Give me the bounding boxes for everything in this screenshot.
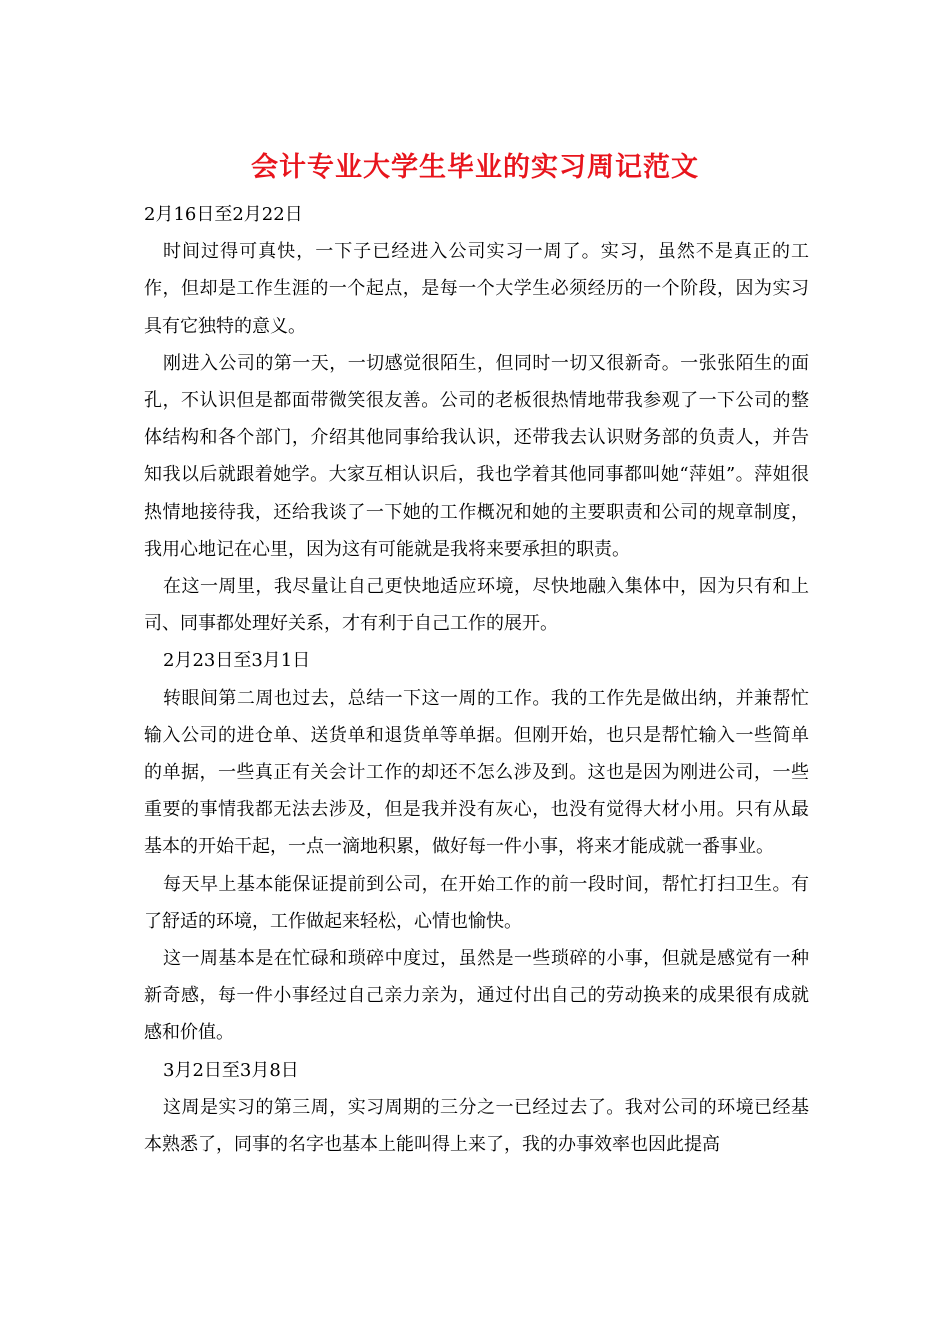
paragraph: 时间过得可真快，一下子已经进入公司实习一周了。实习，虽然不是真正的工作，但却是工作生涯的一个起点，是每一个大学生必须经历的一个阶段，因为实习具有它独特的意义。 [144,241,809,337]
paragraph: 在这一周里，我尽量让自己更快地适应环境，尽快地融入集体中，因为只有和上司、同事都处理好关系，才有利于自己工作的展开。 [144,576,809,635]
paragraph: 转眼间第二周也过去，总结一下这一周的工作。我的工作先是做出纳，并兼帮忙输入公司的进仓单、送货单和退货单等单据。但刚开始，也只是帮忙输入一些简单的单据，一些真正有关会计工作的却还不怎么涉及到。这也是因为刚进公司，一些重要的事情我都无法去涉及，但是我并没有灰心，也没有觉得大材小用。只有从最基本的开始干起，一点一滴地积累，做好每一件小事，将来才能成就一番事业。 [144,687,809,858]
date-heading-week-1: 2月16日至2月22日 [144,204,303,225]
paragraph: 这一周基本是在忙碌和琐碎中度过，虽然是一些琐碎的小事，但就是感觉有一种新奇感，每一件小事经过自己亲力亲为，通过付出自己的劳动换来的成果很有成就感和价值。 [144,948,809,1044]
paragraph: 这周是实习的第三周，实习周期的三分之一已经过去了。我对公司的环境已经基本熟悉了，同事的名字也基本上能叫得上来了，我的办事效率也因此提高 [144,1096,809,1156]
paragraph: 每天早上基本能保证提前到公司，在开始工作的前一段时间，帮忙打扫卫生。有了舒适的环境，工作做起来轻松，心情也愉快。 [144,873,809,932]
document-title: 会计专业大学生毕业的实习周记范文 [251,152,699,183]
document-body [144,196,809,1163]
paragraph: 刚进入公司的第一天，一切感觉很陌生，但同时一切又很新奇。一张张陌生的面孔，不认识但是都面带微笑很友善。公司的老板很热情地带我参观了一下公司的整体结构和各个部门，介绍其他同事给我认识，还带我去认识财务部的负责人，并告知我以后就跟着她学。大家互相认识后，我也学着其他同事都叫她“萍姐”。萍姐很热情地接待我，还给我谈了一下她的工作概况和她的主要职责和公司的规章制度，我用心地记在心里，因为这有可能就是我将来要承担的职责。 [144,352,809,560]
date-heading-week-3: 3月2日至3月8日 [163,1059,299,1081]
date-heading-week-2: 2月23日至3月1日 [163,650,311,672]
